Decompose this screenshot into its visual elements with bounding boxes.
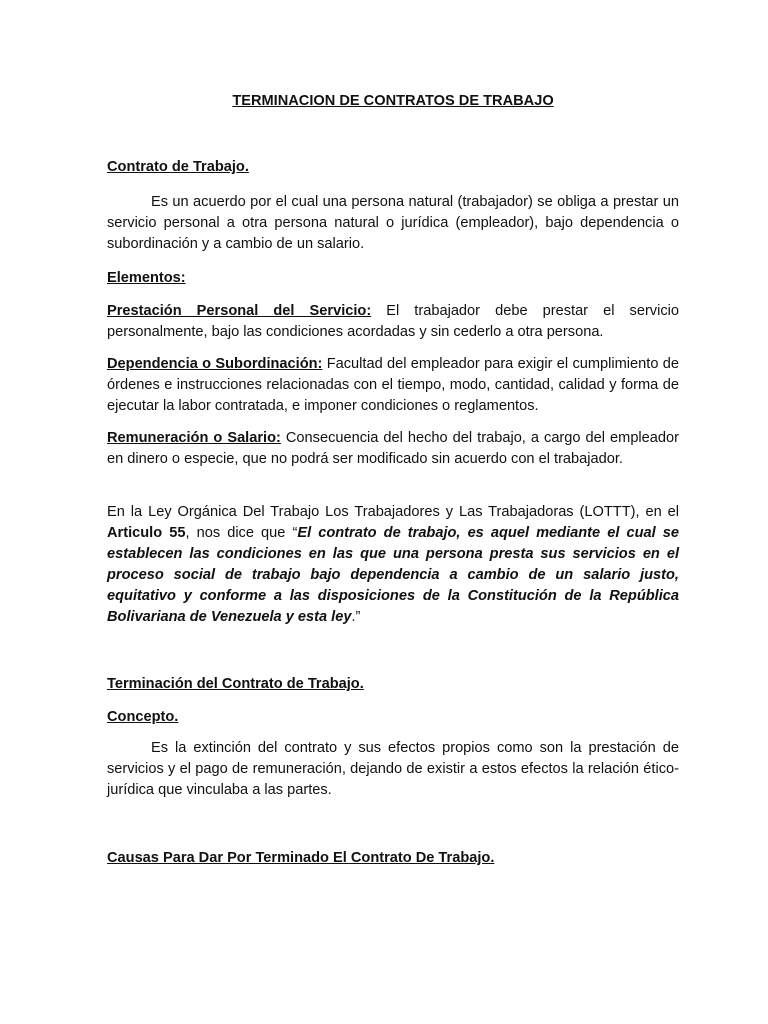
element-term: Remuneración o Salario: (107, 430, 281, 446)
section-subheading-concepto: Concepto. (107, 709, 179, 725)
element-text: Facultad del empleador para exigir el cumplimiento de órdenes e instrucciones relacionadas con el tiempo, modo, cantidad, calidad y forma de ejecutar la labor contratada, e imponer condiciones o reglamentos. (107, 356, 679, 414)
paragraph-definicion: Es un acuerdo por el cual una persona natural (trabajador) se obliga a prestar un servicio personal a otra persona natural o jurídica (empleador), bajo dependencia o subordinación y a cambio de un salario. (107, 194, 679, 252)
law-intro: En la Ley Orgánica Del Trabajo Los Trabajadores y Las Trabajadoras (LOTTT), en el (107, 504, 679, 520)
element-item-dependencia (107, 354, 679, 417)
element-item-prestacion (107, 301, 679, 343)
element-term: Prestación Personal del Servicio: (107, 303, 372, 319)
element-text: El trabajador debe prestar el servicio personalmente, bajo las condiciones acordadas y sin cederlo a otra persona. (107, 303, 679, 340)
law-mid: , nos dice que “ (185, 525, 298, 541)
section-heading-elementos: Elementos: (107, 270, 186, 286)
paragraph-concepto: Es la extinción del contrato y sus efectos propios como son la prestación de servicios y el pago de remuneración, dejando de existir a estos efectos la relación ético-jurídica que vinculaba a las partes. (107, 740, 679, 798)
section-heading-terminacion: Terminación del Contrato de Trabajo. (107, 676, 364, 692)
section-heading-causas: Causas Para Dar Por Terminado El Contrato De Trabajo. (107, 850, 495, 866)
element-item-remuneracion (107, 428, 679, 470)
paragraph-lottt (107, 502, 679, 628)
document-title: TERMINACION DE CONTRATOS DE TRABAJO (232, 93, 554, 109)
element-text: Consecuencia del hecho del trabajo, a cargo del empleador en dinero o especie, que no podrá ser modificado sin acuerdo con el trabajador. (107, 430, 680, 467)
law-article: Articulo 55 (107, 525, 186, 541)
section-heading-contrato: Contrato de Trabajo. (107, 159, 249, 175)
law-end: .” (351, 609, 361, 625)
element-term: Dependencia o Subordinación: (107, 356, 323, 372)
law-quote: El contrato de trabajo, es aquel mediante el cual se establecen las condiciones en las que una persona presta sus servicios en el proceso social de trabajo bajo dependencia a cambio de un salario justo, equitativo y conforme a las disposiciones de la Constitución de la República Bolivariana de Venezuela y esta ley (107, 525, 679, 625)
